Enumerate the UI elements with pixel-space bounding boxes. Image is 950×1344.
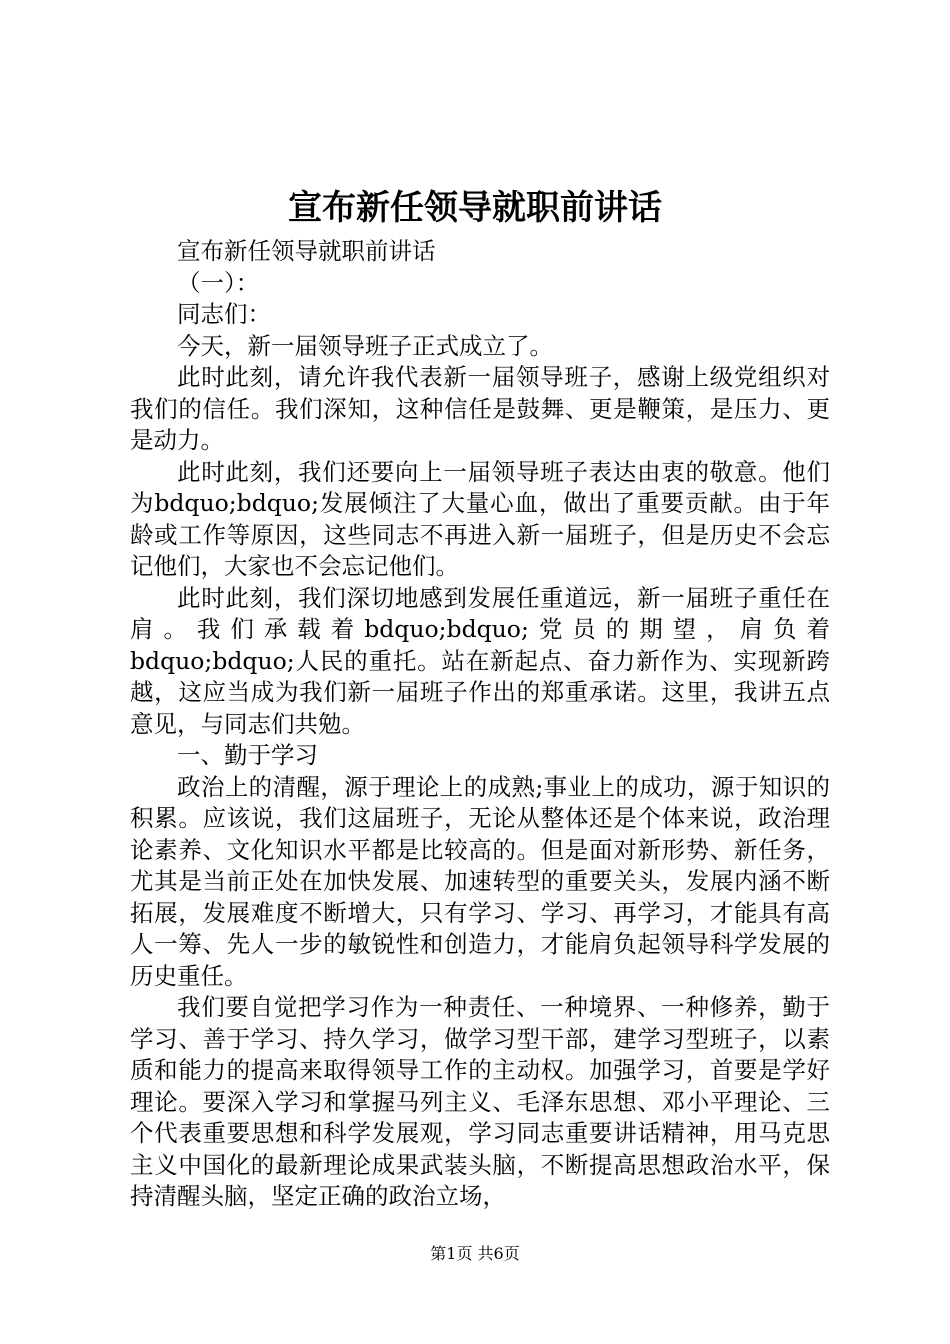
paragraph: 今天，新一届领导班子正式成立了。 <box>177 331 553 360</box>
paragraph: 此时此刻，我们深切地感到发展任重道远，新一届班子重任在肩。我们承载着bdquo;bdquo;党员的期望，肩负着bdquo;bdquo;人民的重托。站在新起点、奋力新作为、实现新跨越，这应当成为我们新一届班子作出的郑重承诺。这里，我讲五点意见，与同志们共勉。 <box>130 583 830 738</box>
paragraph: 此时此刻，请允许我代表新一届领导班子，感谢上级党组织对我们的信任。我们深知，这种信任是鼓舞、更是鞭策，是压力、更是动力。 <box>130 363 830 454</box>
document-title: 宣布新任领导就职前讲话 <box>288 188 662 228</box>
paragraph: （一）： <box>177 268 260 297</box>
paragraph: 政治上的清醒，源于理论上的成熟;事业上的成功，源于知识的积累。应该说，我们这届班子，无论从整体还是个体来说，政治理论素养、文化知识水平都是比较高的。但是面对新形势、新任务，尤其是当前正处在加快发展、加速转型的重要关头，发展内涵不断拓展，发展难度不断增大，只有学习、学习、再学习，才能具有高人一筹、先人一步的敏锐性和创造力，才能肩负起领导科学发展的历史重任。 <box>130 772 830 990</box>
document-body <box>130 236 830 1213</box>
paragraph: 同志们： <box>177 300 271 328</box>
section-heading: 一、勤于学习 <box>177 741 318 769</box>
paragraph: 宣布新任领导就职前讲话 <box>177 237 436 265</box>
page-footer: 第1页 共6页 <box>430 1244 520 1263</box>
paragraph: 此时此刻，我们还要向上一届领导班子表达由衷的敬意。他们为bdquo;bdquo;发展倾注了大量心血，做出了重要贡献。由于年龄或工作等原因，这些同志不再进入新一届班子，但是历史不会忘记他们，大家也不会忘记他们。 <box>130 457 830 580</box>
paragraph: 我们要自觉把学习作为一种责任、一种境界、一种修养，勤于学习、善于学习、持久学习，做学习型干部，建学习型班子，以素质和能力的提高来取得领导工作的主动权。加强学习，首要是学好理论。要深入学习和掌握马列主义、毛泽东思想、邓小平理论、三个代表重要思想和科学发展观，学习同志重要讲话精神，用马克思主义中国化的最新理论成果武装头脑，不断提高思想政治水平，保持清醒头脑，坚定正确的政治立场， <box>130 993 830 1210</box>
